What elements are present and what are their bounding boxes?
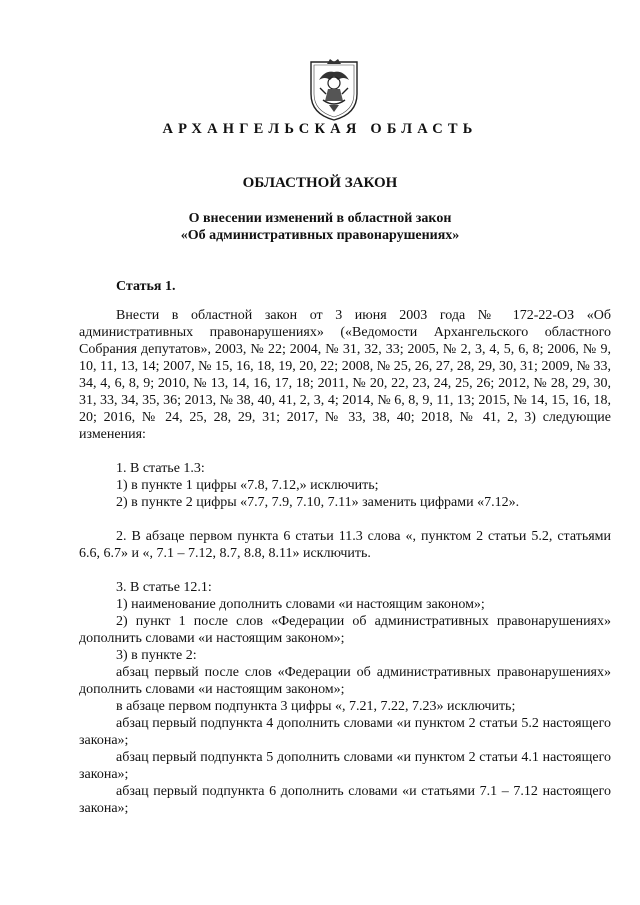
- article-body: [79, 307, 611, 817]
- item-3-3-paragraph-a: абзац первый после слов «Федерации об административных правонарушениях» дополнить словами «и настоящим законом»;: [79, 665, 611, 697]
- document-type: ОБЛАСТНОЙ ЗАКОН: [242, 175, 398, 191]
- item-3-subitem-3: 3) в пункте 2:: [116, 648, 197, 663]
- article-heading: Статья 1.: [116, 279, 176, 294]
- title-line-1: О внесении изменений в областной закон: [188, 211, 452, 226]
- item-3-subitem-2: 2) пункт 1 после слов «Федерации об административных правонарушениях» дополнить словами «и настоящим законом»;: [79, 614, 611, 646]
- item-1-subitem-1: 1) в пункте 1 цифры «7.8, 7.12,» исключить;: [116, 478, 379, 493]
- coat-of-arms-emblem: [303, 58, 365, 122]
- item-2-paragraph: 2. В абзаце первом пункта 6 статьи 11.3 слова «, пунктом 2 статьи 5.2, статьями 6.6, 6.7» и «, 7.1 – 7.12, 8.7, 8.8, 8.11» исключить.: [79, 529, 611, 561]
- item-3-3-paragraph-b: в абзаце первом подпункта 3 цифры «, 7.21, 7.22, 7.23» исключить;: [116, 699, 516, 714]
- item-3-3-paragraph-c: абзац первый подпункта 4 дополнить словами «и пунктом 2 статьи 5.2 настоящего закона»;: [79, 716, 611, 748]
- item-3-heading: 3. В статье 12.1:: [116, 580, 212, 595]
- intro-paragraph: Внести в областной закон от 3 июня 2003 года № 172-22-ОЗ «Об административных правонарушениях» («Ведомости Архангельского областного Собрания депутатов», 2003, № 22; 2004, № 31, 32, 33; 2005, № 2, 3, 4, 5, 6, 8; 2006, № 9, 10, 11, 13, 14; 2007, № 15, 16, 18, 19, 20, 22; 2008, № 25, 26, 27, 28, 29, 30, 31; 2009, № 33, 34, 4, 6, 8, 9; 2010, № 13, 14, 16, 17, 18; 2011, № 20, 22, 23, 24, 25, 26; 2012, № 28, 29, 30, 31, 33, 34, 35, 36; 2013, № 38, 40, 41, 2, 3, 4; 2014, № 6, 8, 9, 11, 13; 2015, № 14, 15, 16, 18, 20; 2016, № 24, 25, 28, 29, 31; 2017, № 33, 38, 40; 2018, № 41, 2, 3) следующие изменения:: [79, 308, 611, 442]
- item-3-3-paragraph-e: абзац первый подпункта 6 дополнить словами «и статьями 7.1 – 7.12 настоящего закона»;: [79, 784, 611, 816]
- item-3-3-paragraph-d: абзац первый подпункта 5 дополнить словами «и пунктом 2 статьи 4.1 настоящего закона»;: [79, 750, 611, 782]
- title-line-2: «Об административных правонарушениях»: [180, 228, 460, 243]
- item-1-subitem-2: 2) в пункте 2 цифры «7.7, 7.9, 7.10, 7.11» заменить цифрами «7.12».: [116, 495, 520, 510]
- document-title: [0, 210, 640, 244]
- item-1-heading: 1. В статье 1.3:: [116, 461, 205, 476]
- region-name: АРХАНГЕЛЬСКАЯ ОБЛАСТЬ: [162, 121, 478, 137]
- item-3-subitem-1: 1) наименование дополнить словами «и настоящим законом»;: [116, 597, 485, 612]
